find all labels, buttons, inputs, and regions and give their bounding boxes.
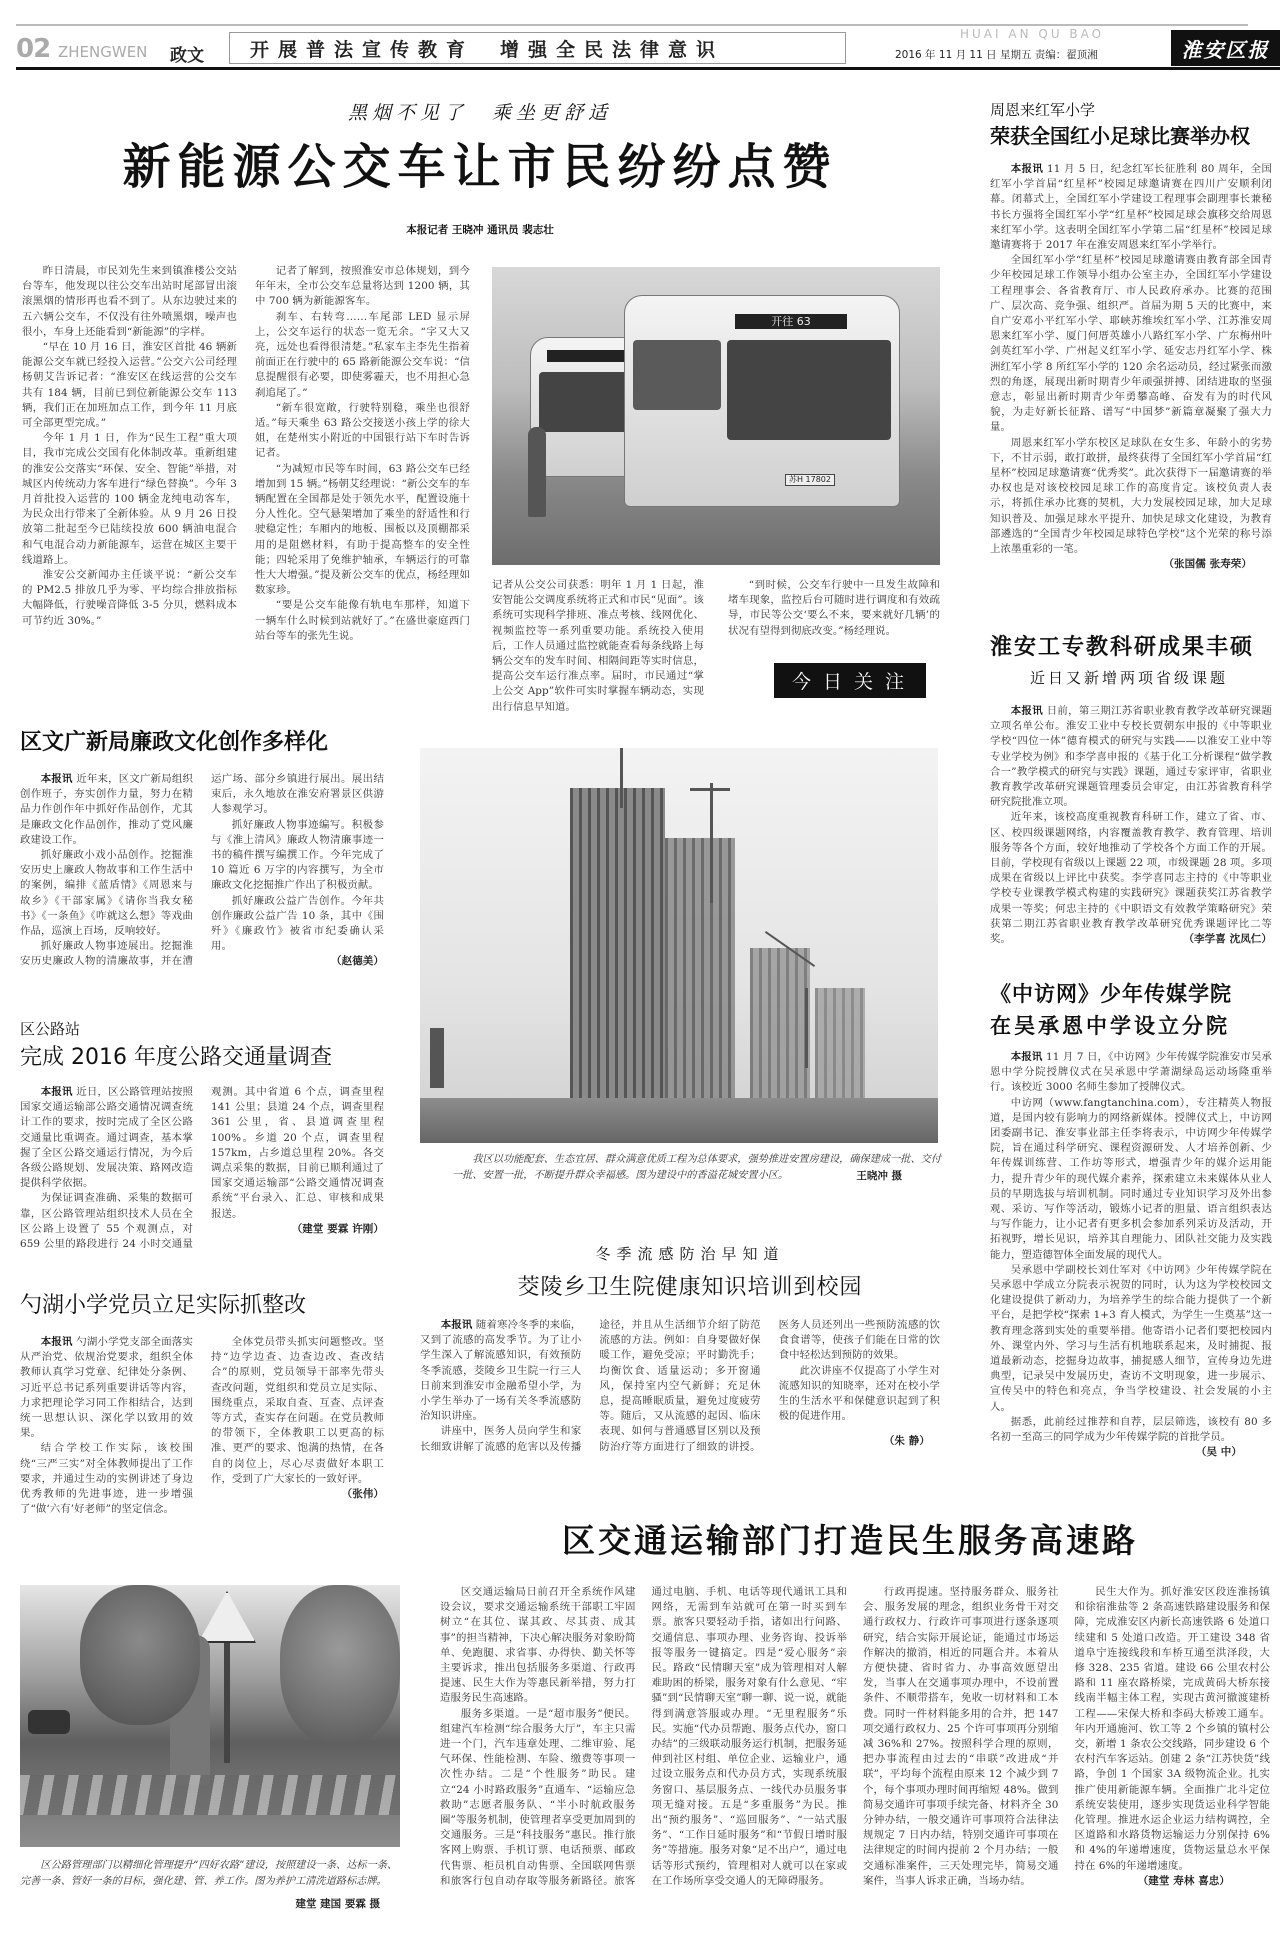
paragraph: 淮安公交新闻办主任谈平说：“新公交车的 PM2.5 排放几乎为零、平均综合排放指标大幅降低，行驶噪音降低 3-5 分贝，燃料成本可节约近 30%。” [22,569,237,627]
photo-credit: 王晓冲 摄 [856,1170,902,1182]
caption-text: 我区以功能配套、生态宜居、群众满意优质工程为总体要求，强势推进安置房建设，确保建成一批、交付一批、安置一批，不断提升群众幸福感。图为建设中的香溢花城安置小区。 [452,1154,942,1181]
paragraph: 周恩来红军小学东校区足球队在女生多、年龄小的劣势下，不甘示弱，敢打敢拼，最终获得了全国红军小学首届“红星杯”校园足球邀请赛“优秀奖”。此次获得下一届邀请赛的举办权也是对该校校园足球工作的高度肯定。该校负责人表示，将抓住承办比赛的契机，大力发展校园足球，加大足球知识普及、加强足球水平提升、加快足球文化建设，为教育部遴选的“全国青少年校园足球特色学校”这个光荣的称号添上浓墨重彩的一笔。 [990,436,1272,556]
paragraph: 11 月 7 日，《中访网》少年传媒学院淮安市吴承恩中学分院授牌仪式在吴承恩中学萧湖绿岛运动场隆重举行。该校近 3000 名师生参加了授牌仪式。 [990,1051,1272,1094]
bus-front [624,295,900,507]
section-name-en: ZHENGWEN [58,43,148,61]
bus-photo [492,267,940,565]
paragraph: “为减短市民等车时间，63 路公交车已经增加到 15 辆。”杨朝艾经理说：“新公交车的车辆配置在全国都是处于领先水平，配置设施十分人性化。空气悬架增加了乘坐的舒适性和行驶稳定性；车厢内的地板、围板以及顶棚都采用的是阻燃材料，有助于提高整车的安全性能；四轮采用了免维护轴承，车辆运行的可靠性大大增强。”提及新公交车的优点，杨经理如数家珍。 [255,462,470,597]
bus-sign [547,350,627,362]
page-number: 02 [16,34,51,64]
construction-caption [452,1152,942,1183]
bottom-story-body [440,1585,1270,1930]
right-story-1-headline: 荣获全国红小足球比赛举办权 [990,124,1250,148]
lead-label: 本报讯 [40,1336,73,1348]
header-bottom-rule [16,67,1280,70]
center-story-headline: 茭陵乡卫生院健康知识培训到校园 [517,1275,863,1300]
lead-label: 本报讯 [40,1086,73,1098]
paragraph: 中访网（www.fangtanchina.com），专注精英人物报道，是国内较有影响力的网络新媒体。授牌仪式上，中访网团委副书记、淮安事业部主任李将表示，中访网少年传媒学院，旨在通过科学研究、课程资源研发、人才培养创新、少年传媒训练营、工作坊等形式，增强青少年的媒介运用能力，提升青少年的现代媒介素养，探索建立未来媒体从业人员的早期选拔与培训机制。同时通过专业知识学习及外出参观、采访、写作等活动，锻炼小记者的胆量、语言组织表达与写作能力，让小记者有更多机会参加系列采访及活动，开拓视野，增长见识，培养其自理能力、团队社交能力及实践能力，塑造德智体全面发展的现代人。 [990,1096,1272,1261]
paragraph: 全体党员带头抓实问题整改。坚持“边学边查、边查边改、查改结合”的原则，党员领导干部率先带头查改问题，党组织和党员立足实际、围绕重点，采取自查、互查、点评查等方式，查实存在问题。在党员教师的带领下，全体教职工以更高的标准、更严的要求、饱满的热情，在各自的岗位上，尽心尽责做好本职工作，受到了广大家长的一致好评。 [211,1336,384,1485]
paragraph: 近日，区公路管理站按照国家交通运输部公路交通情况调查统计工作的要求，按时完成了全区公路交通量比重调查。通过调查，基本掌握了全区公路交通运行情况，为今后各级公路规划、发展决策、路网改造提供科学依据。 [20,1086,193,1190]
paragraph: 据悉，此前经过推荐和自荐，层层筛选，该校有 80 多名初一至高三的同学成为少年传媒学院的首批学员。 [990,1415,1272,1444]
paragraph: 刹车、右转弯……车尾部 LED 显示屏上，公交车运行的状态一览无余。“字又大又亮，远处也看得很清楚。”私家车主李先生指着前面正在行驶中的 65 路新能源公交车说：“信息提醒很有必要，即使雾霾天，也不用担心急刹追尾了。” [255,310,470,399]
left-story-3-body [20,1335,384,1530]
center-story-body [420,1318,940,1468]
paragraph: 为保证调查准确、采集的数据可靠，区公路管理站组织技术人员在全区公路上设置了 55 个观测点，对 659 公里的路段进行 24 小时交通量观测。其中省道 6 个点，调查里程 141 公里；县道 24 个点，调查里程 361 公里，省、县道调查里程 100%。乡道 20 个点，调查里程 157km，占乡道总里程 20%。各交调点采集的数据，目前已顺利通过了国家交通运输部“公路交通情况调查系统”平台录入、汇总、审核和成果报送。 [20,1086,384,1251]
paragraph: 记者从公交公司获悉：明年 1 月 1 日起，淮安智能公交调度系统将正式和市民“见面”。该系统可实现科学排班、准点考核、线网优化、视频监控等一系列重要功能。系统投入使用后，工作人员通过监控就能查看每条线路上每辆公交车的发车时间、相隔间距等实时信息，提高公交车运行准点率。届时，市民通过“掌上公交 App”软件可实时掌握车辆动态，实现出行信息早知道。 [492,579,704,713]
paragraph: 抓好廉政人物事迹编写。积极参与《淮上清风》廉政人物清廉事迹一书的稿件撰写编撰工作。今年完成了 10 篇近 6 万字的内容撰写，为全市廉政文化挖掘推广作出了积极贡献。 [211,818,384,892]
paragraph: 吴承恩中学副校长刘仕军对《中访网》少年传媒学院在吴承恩中学成立分院表示祝贺的同时，认为这为学校校园文化建设提供了新动力，为培养学生的综合能力提供了一个新平台，是把学校“探索 1+3 育人模式，为学生一生奠基”这一教育理念落到实处的重要举措。他寄语小记者们要把校园内外、课堂内外、学习与生活有机地联系起来，及时捕捉、报道最新动态，挖掘身边故事，捕捉感人细节，宣传身边先进典型，记录吴中发展历史，查访不文明现象，进一步展示、宣传吴中的特色和亮点，争当学校建设、社会发展的小主人。 [990,1263,1272,1413]
right-story-3-body [990,1050,1272,1460]
paragraph: 讲座中，医务人员向学生和家长细致讲解了流感的危害以及传播途径，并且从生活细节介绍了防范流感的方法。例如：自身要做好保暖工作，避免受凉；平时勤洗手；均衡饮食、适量运动；多开窗通风，保持室内空气新鲜；充足休息，提高睡眠质量，避免过度疲劳等。随后，又从流感的起因、临床表现、如何与普通感冒区别以及预防治疗等方面进行了细致的讲授。医务人员还列出一些预防流感的饮食食谱等，使孩子们能在日常的饮食中轻松达到预防的效果。 [420,1319,940,1453]
photo-credit: 建堂 建国 要霖 摄 [295,1898,380,1910]
crane [430,1028,444,1088]
crosswalk [20,1775,400,1815]
byline: （张国儒 张寿荣） [1163,558,1252,571]
pedestrian [528,427,546,517]
byline: （李学喜 沈凤仁） [1183,933,1272,946]
left-story-2-kicker: 区公路站 [20,1020,81,1038]
building-tower [570,788,665,1143]
caption-text: 区公路管理部门以精细化管理提升“四好农路”建设，按照建设一条、达标一条、完善一条、管好一条的目标，强化建、管、养工作。图为养护工清洗道路标志牌。 [20,1860,398,1887]
bottom-story-headline: 区交通运输部门打造民生服务高速路 [562,1521,1138,1560]
crane [805,988,808,1068]
byline: （建堂 寿林 喜忠） [1137,1874,1230,1887]
lead-label: 本报讯 [1010,705,1044,717]
left-story-1-body [20,772,384,972]
license-plate: 苏H 17802 [785,474,835,486]
right-story-1-body [990,162,1272,572]
right-story-3-headline-2: 在吴承恩中学设立分院 [990,1014,1230,1038]
tree-canopy [80,1585,200,1725]
section-name-zh: 政文 [170,46,204,66]
paragraph: 抓好廉政人物事迹展出。挖掘淮安历史廉政人物的清廉故事，并在漕运广场、部分乡镇进行展出。展出结束后，永久地放在淮安府署景区供游人参观学习。 [20,773,384,968]
paragraph: “到时候，公交车行驶中一旦发生故障和堵车现象，监控后台可随时进行调度和有效疏导，市民等公交‘要么不来，要来就好几辆’的状况有望得到彻底改变。”杨经理说。 [728,579,940,637]
crane [620,748,623,808]
right-story-2-headline: 淮安工专教科研成果丰硕 [990,635,1255,660]
paragraph: 记者了解到，按照淮安市总体规划，到今年年末，全市公交车总量将达到 1200 辆，其中 700 辆为新能源客车。 [255,265,470,308]
lead-story-body-center-a [492,578,704,715]
foreground-ground [420,1098,938,1143]
right-story-3-headline-1: 《中访网》少年传媒学院 [990,982,1232,1006]
paragraph: “早在 10 月 16 日，淮安区首批 46 辆新能源公交车就已经投入运营。”公交六公司经理杨朝艾告诉记者：“淮安区在线运营的公交车共有 184 辆，目前已到位新能源公交车 113 辆，我们正在加班加点工作，到今年 11 月底可全部更型完成。” [22,341,237,430]
slogan-banner [229,32,846,64]
center-story-kicker: 冬季流感防治早知道 [595,1245,785,1263]
paragraph: “新车很宽敞，行驶特别稳，乘坐也很舒适。”每天乘坐 63 路公交接送小孩上学的徐大姐，在楚州实小附近的中国银行站下车时告诉记者。 [255,401,470,460]
lead-story-body-left [22,264,470,679]
paragraph: 近年来，该校高度重视教育科研工作，建立了省、市、区、校四级课题网络，内容覆盖教育教学、教育管理、培训服务等各个方面，较好地推动了学校各个方面工作的开展。目前，学校现有省级以上课题 22 项，市级课题 28 项。多项成果在省级以上评比中获奖。李学喜同志主持的《中等职业学校专业课教学模式构建的实践研究》课题获奖江苏省教学成果一等奖；何忠主持的《中职语文有效教学策略研究》荣获第二期江苏省职业教育教学改革研究优秀课题评比二等奖。 [990,811,1272,946]
lead-label: 本报讯 [440,1319,473,1331]
paragraph: 抓好廉政小戏小品创作。挖掘淮安历史上廉政人物故事和工作生活中的案例，编排《蓝盾情》《周恩来与故乡》《干部家属》《请你当我女秘书》《一条鱼》《咋就这么想》等戏曲作品，巡演上百场，反响较好。 [20,849,193,938]
road-sign-photo [20,1585,400,1847]
paragraph: 此次讲座不仅提高了小学生对流感知识的知晓率，还对在校小学生的生活水平和保健意识起到了积极的促进作用。 [778,1364,940,1423]
left-story-3-headline: 勺湖小学党员立足实际抓整改 [20,1293,307,1318]
paragraph: 抓好廉政公益广告创作。今年共创作廉政公益广告 10 条，其中《围歼》《廉政竹》被省市纪委确认采用。 [211,894,384,953]
crane [690,788,730,791]
today-focus-tag: 今日关注 [774,663,926,698]
road-sign [198,1591,256,1643]
paragraph: 勺湖小学党支部全面落实从严治党、依规治党要求，组织全体教师认真学习党章、纪律处分条例、习近平总书记系列重要讲话等内容，力求把理论学习同工作相结合，达到统一思想认识、深化学以致用的效果。 [20,1336,193,1440]
header-top-rule [16,24,1248,26]
lead-story-body-center-b [728,578,940,639]
right-story-1-kicker: 周恩来红军小学 [990,101,1096,119]
byline: （吴 中） [1195,1446,1242,1459]
lead-label: 本报讯 [1010,1051,1043,1063]
paragraph: 今年 1 月 1 日，作为“民生工程”重大项目，我市完成公交国有化体制改革。重新组建的淮安公交落实“环保、安全、智能”举措，对城区内传统动力客车进行“绿色替换”。今年 3 月首批投入运营的 100 辆金龙纯电动客车，为民众出行带来了全新体验。从 9 月 26 日投放第二批起至今已陆续投放 600 辆油电混合和气电混合动力新能源车，运营在城区主要干线道路上。 [22,432,237,566]
paragraph: 行政再提速。坚持服务群众、服务社会、服务发展的理念，组织业务骨干对交通行政权力、行政许可事项进行逐条逐项研究，结合实际开展论证，能通过市场运作解决的撤消，相近的同题合并。本着从方便快捷、省时省力、办事高效愿望出发，当事人在交通事项办理中，不设前置条件、不顺带搭车，免收一切材料和工本费。同时一件材料能多用的合并，把 147 项交通行政权力、25 个许可事项再分别缩减 36%和 27%。按照科学合理的原则，把办事流程由过去的“串联”改进成“并联”，平均每个流程由原来 12 个减少到 7 个，每个事项办理时间再缩短 48%。做到简易交通许可事项手续完备、材料齐全 30 分钟办结，一般交通许可事项符合法律法规规定 7 日内办结，特别交通许可事项在法律规定的时间内提前 2 个月办结；一般交通标准案件，三天处理完毕，简易交通案件，当事人诉求正确，当场办结。 [863,1586,1059,1887]
left-story-1-headline: 区文广新局廉政文化创作多样化 [20,730,329,755]
date-line: 2016 年 11 月 11 日 星期五 责编：翟顶湘 [895,49,1098,61]
vehicle [28,1710,70,1734]
paragraph: 区交通运输局日前召开全系统作风建设会议，要求交通运输系统干部职工牢固树立“在其位、谋其政、尽其责、成其事”的担当精神，下决心解决服务对象盼简单、免跑腿、求省事、办得快、勤关怀等主要诉求，推出包括服务多渠道、行政再提速、民生大作为等惠民新举措，努力打造服务民生高速路。 [440,1586,636,1705]
masthead-en: HUAI AN QU BAO [960,27,1105,41]
construction-photo [420,748,938,1143]
right-story-2-body [990,704,1272,947]
paragraph: 服务多渠道。一是“超市服务”便民。组建汽车检测“综合服务大厅”，车主只需进一个门，汽车违章处理、二维审验、尾气环保、性能检测、车险、缴费等事项一次性办结。二是“个性服务”助民。建立“24 小时路政服务”直通车、“运输应急救助”志愿者服务队、“半小时航政服务圈”等服务机制，使管理者享受更加周到的交通服务。三是“科技服务”惠民。推行旅客网上购票、手机订票、电话预票、邮政代售票、柜员机自动售票、全国联网售票和旅客行包自动存取等服务新路径。旅客通过电脑、手机、电话等现代通讯工具和网络，无需到车站就可在第一时买到车票。旅客只要轻动手指，诸如出行问路、交通信息、事项办理、业务咨询、投诉举报等服务一键搞定。四是“爱心服务”亲民。路政“民情聊天室”成为管理相对人解难助困的桥梁，服务对象有什么意见、“牢骚”到“民情聊天室”聊一聊、说一说，就能得到满意答服或办理。“无里程服务”乐民。实施“代办员帮跑、服务点代办，窗口办结”的三级联动服务运行机制，把服务延伸到社区村组、单位企业、运输业户，通过设立服务点和代办员方式，实现系统服务窗口、基层服务点、一线代办员服务事项无缝对接。五是“多重服务”为民。推出“预约服务”、“巡回服务”、“一站式服务”、“工作日延时服务”和“节假日增时服务”等措施。服务对象“足不出户”，通过电话等形式预约，管理相对人就可以在家或在工作场所享受交通人的无障碍服务。 [440,1586,847,1887]
lead-kicker: 黑烟不见了 乘坐更舒适 [347,102,612,124]
byline: （赵德美） [331,955,384,968]
left-story-2-body [20,1085,384,1260]
byline: （朱 静） [883,1435,930,1448]
paragraph: 11 月 5 日，纪念红军长征胜利 80 周年，全国红军小学首届“红星杯”校园足球邀请赛在四川广安顺利闭幕。闭幕式上，全国红军小学建设工程理事会副理事长兼秘书长方强将全国红军小学“红星杯”校园足球会旗移交给周恩来红军小学。这表明全国红军小学第二届“红星杯”校园足球邀请赛将于 2017 年在淮安周恩来红军小学举行。 [990,163,1272,252]
bus-route-sign: 开往 63 [735,314,847,329]
lead-headline: 新能源公交车让市民纷纷点赞 [122,139,838,195]
paragraph: 民生大作为。抓好淮安区段连淮扬镇和徐宿淮盐等 2 条高速铁路建设服务和保障，完成淮安区内新长高速铁路 6 处道口续建和 5 处道口改造。开工建设 348 省道阜宁连接线段和车桥互通至洪泽段，大修 328、235 省道。建设 66 公里农村公路和 11 座农路桥梁，完成黄码大桥东接线南半幅主体工程，实现古黄河撤渡建桥工程——宋保大桥和李码大桥竣工通车。年内开通施河、钦工等 2 个乡镇的镇村公交，新增 1 条农公交线路，同步建设 6 个农村汽车客运站。创建 2 条“江苏快货”线路，争创 1 个国家 3A 级物流企业。扎实推广使用新能源车辆。全面推广北斗定位系统安装使用，逐步实现货运业科学智能化管理。推进水运企业运力结构调控，全区道路和水路货物运输运力分别保持 6%和 4%的年递增速度，货物运量总水平保持在 6%的年递增速度。 [1074,1586,1270,1872]
lead-label: 本报讯 [1010,163,1044,175]
road-photo-caption [20,1858,400,1911]
right-story-2-subhead: 近日又新增两项省级课题 [1030,669,1229,687]
byline: （张伟） [341,1488,384,1501]
paragraph: 随着寒冷冬季的来临，又到了流感的高发季节。为了让小学生深入了解流感知识，有效预防冬季流感，茭陵乡卫生院一行三人日前来到淮安市金融希望小学，为小学生举办了一场有关冬季流感防治知识讲座。 [420,1319,582,1423]
paragraph: “要是公交车能像有轨电车那样，知道下一辆车什么时候到站就好了。”在盛世豪庭西门站台等车的张先生说。 [255,599,470,642]
slogan-part-2: 增强全民法律意识 [500,38,725,61]
byline: （建堂 要霖 许刚） [291,1222,384,1235]
paragraph: 全国红军小学“红星杯”校园足球邀请赛由教育部全国青少年校园足球工作领导小组办公室主办，全国红军小学建设工程理事会、各省教育厅、市人民政府承办。比赛的范围广、层次高、竞争强、组织严。首届为期 5 天的比赛中，来自广安邓小平红军小学、耶峡苏维埃红军小学、江苏淮安周恩来红军小学、厦门何厝英雄小八路红军小学、广东梅州叶剑英红军小学、广州起义红军小学、延安志丹红军小学、株洲红军小学 8 所红军小学的 120 余名运动员，经过紧张而激烈的角逐，展现出新时期青少年顽强拼搏、团结进取的坚强意志，彰显出新时期青少年勇攀高峰、奋发有为的时代风貌，为走好新长征路、谱写“中国梦”新篇章凝聚了强大力量。 [990,254,1272,434]
left-story-2-headline: 完成 2016 年度公路交通量调查 [20,1045,332,1070]
lead-byline: 本报记者 王晓冲 通讯员 裴志壮 [406,224,554,236]
slogan-part-1: 开展普法宣传教育 [250,38,475,61]
sign-pole [224,1643,230,1763]
paragraph: 日前，第三期江苏省职业教育教学改革研究课题立项名单公布。淮安工业中专校长贾朝东申报的《中等职业学校“四位一体”德育模式的研究与实践——以淮安工业中等专业学校为例》和李学喜申报的《基于化工分析课程“做学教合一”教学模式的研究与实践》课题，通过专家评审，省职业教育教学改革研究课题管理委员会审定，由江苏省教育科学研究院批准立项。 [990,705,1272,809]
tree-canopy [280,1585,400,1745]
paragraph: 昨日清晨，市民刘先生来到镇淮楼公交站台等车，他发现以往公交车出站时尾部冒出滚滚黑烟的情形再也看不到了。从东边驶过来的五六辆公交车，不仅没有往外喷黑烟，噪声也很小，车身上还能看到“新能源”的字样。 [22,265,237,338]
lead-label: 本报讯 [40,773,73,785]
paragraph: 近年来，区文广新局组织创作班子，夯实创作力量，努力在精品力作创作年中抓好作品创作，尤其是廉政文化作品创作，推动了党风廉政建设工作。 [20,773,193,846]
crane [710,783,713,903]
newspaper-logo: 淮安区报 [1171,30,1280,66]
paragraph: 结合学校工作实际，该校围绕“三严三实”对全体教师提出了工作要求，并通过生动的实例讲述了身边优秀教师的先进事迹，进一步增强了“做‘六有’好老师”的坚定信念。 [20,1442,193,1516]
